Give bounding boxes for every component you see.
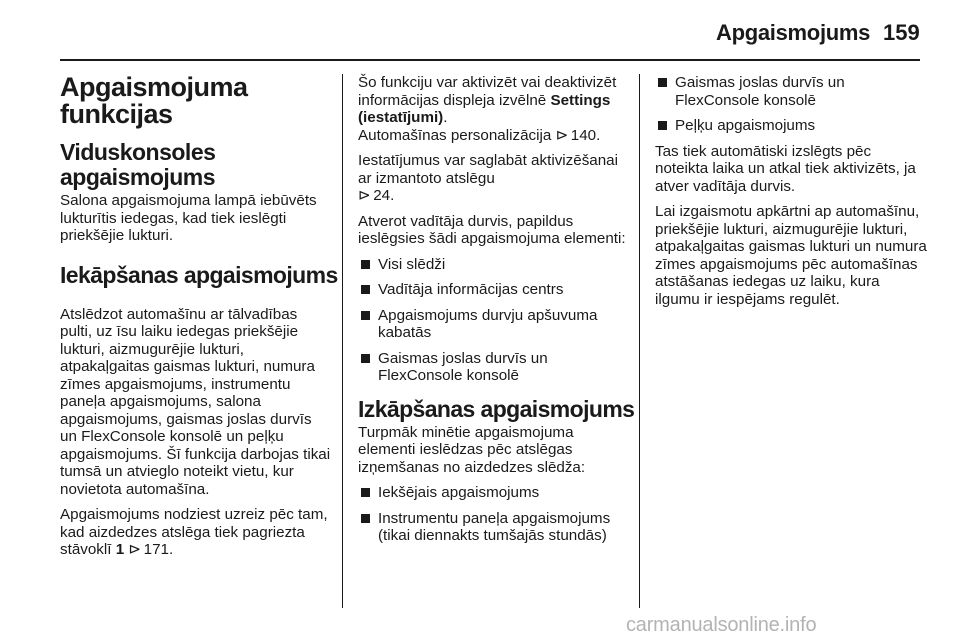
bullet-icon <box>361 285 370 294</box>
heading-console-lighting: Viduskonsoles apgaismojums <box>60 139 216 190</box>
paragraph-lighting-off: Apgaismojums nodziest uzreiz pēc tam, kad aizdedzes atslēga tiek pagriezta stāvoklī 1 ⊳ 171. <box>60 506 328 558</box>
paragraph-key-settings: Iestatījumus var saglabāt aktivizēšanai ar izmantoto atslēgu ⊳ 24. <box>358 152 619 204</box>
paragraph-driver-door: Atverot vadītāja durvis, papildus ieslēgsies šādi apgaismojuma elementi: <box>358 212 626 247</box>
watermark: carmanualsonline.info <box>626 614 817 636</box>
header-title: Apgaismojums <box>716 20 871 45</box>
paragraph-exit-lighting: Turpmāk minētie apgaismojuma elementi ieslēdzas pēc atslēgas izņemšanas no aizdedzes slēdža: <box>358 423 586 476</box>
page-header <box>0 0 960 62</box>
bullet-icon <box>361 311 370 320</box>
heading-exit-lighting: Izkāpšanas apgaismojums <box>358 395 635 422</box>
list-item: Visi slēdži <box>358 256 628 274</box>
ignition-position: 1 <box>115 541 125 558</box>
bullet-icon <box>658 78 667 87</box>
paragraph-auto-off: Tas tiek automātiski izslēgts pēc noteikta laika un atkal tiek aktivizēts, ja atver vadītāja durvis. <box>655 142 916 195</box>
bullet-icon <box>361 514 370 523</box>
list-item: Peļķu apgaismojums <box>655 117 927 135</box>
paragraph-exit-surroundings: Lai izgaismotu apkārtni ap automašīnu, priekšējie lukturi, aizmugurējie lukturi, atpakaļgaitas gaismas lukturi un numura zīmes apgaismojums pēc automašīnas atstāšanas iedegas uz laiku, kura ilgumu ir iespējams regulēt. <box>655 203 927 308</box>
list-item: Gaismas joslas durvīs un FlexConsole konsolē <box>358 350 628 385</box>
bullet-icon <box>361 354 370 363</box>
page-ref-arrow-icon: ⊳ <box>555 126 569 144</box>
list-item: Vadītāja informācijas centrs <box>358 281 628 299</box>
paragraph-console-lighting: Salona apgaismojuma lampā iebūvēts lukturītis iedegas, kad tiek ieslēgti priekšējie lukturi. <box>60 192 317 244</box>
page-ref[interactable]: 171. <box>139 541 174 558</box>
column-2 <box>358 74 635 553</box>
list-item: Gaismas joslas durvīs un FlexConsole konsolē <box>655 74 927 109</box>
header-rule <box>60 59 920 61</box>
bullet-icon <box>658 121 667 130</box>
paragraph-entry-lighting: Atslēdzot automašīnu ar tālvadības pulti, uz īsu laiku iedegas priekšējie lukturi, aizmugurējie lukturi, atpakaļgaitas gaismas lukturi, numura zīmes apgaismojums, instrumentu paneļa apgaismojums, salona apgaismojums, gaismas joslas durvīs un FlexConsole konsolē un peļķu apgaismojums. Šī funkcija darbojas tikai tumsā un atvieglo noteikt vietu, kur novietota automašīna. <box>60 305 331 498</box>
column-1 <box>60 72 338 567</box>
bullet-icon <box>361 260 370 269</box>
list-item: Apgaismojums durvju apšuvuma kabatās <box>358 307 628 342</box>
page-ref[interactable]: 24. <box>369 187 395 204</box>
column-3 <box>655 74 927 316</box>
column-divider-2 <box>639 74 640 608</box>
settings-menu-name: Settings (iestatījumi) <box>358 91 611 126</box>
heading-entry-lighting: Iekāpšanas apgaismojums <box>60 261 338 288</box>
list-item: Iekšējais apgaismojums <box>358 484 628 502</box>
bullet-icon <box>361 488 370 497</box>
column-divider-1 <box>342 74 343 608</box>
page-ref-arrow-icon: ⊳ <box>128 541 142 558</box>
page-ref-arrow-icon: ⊳ <box>358 187 371 204</box>
section-title: Apgaismojuma funkcijas <box>60 72 248 129</box>
page-number: 159 <box>883 20 920 45</box>
page-ref[interactable]: 140. <box>566 126 601 144</box>
list-item: Instrumentu paneļa apgaismojums (tikai diennakts tumšajās stundās) <box>358 510 628 545</box>
paragraph-settings: Šo funkciju var aktivizēt vai deaktivizēt informācijas displeja izvēlnē Settings (iestatījumi). Automašīnas personalizācija ⊳ 140. <box>358 74 617 144</box>
